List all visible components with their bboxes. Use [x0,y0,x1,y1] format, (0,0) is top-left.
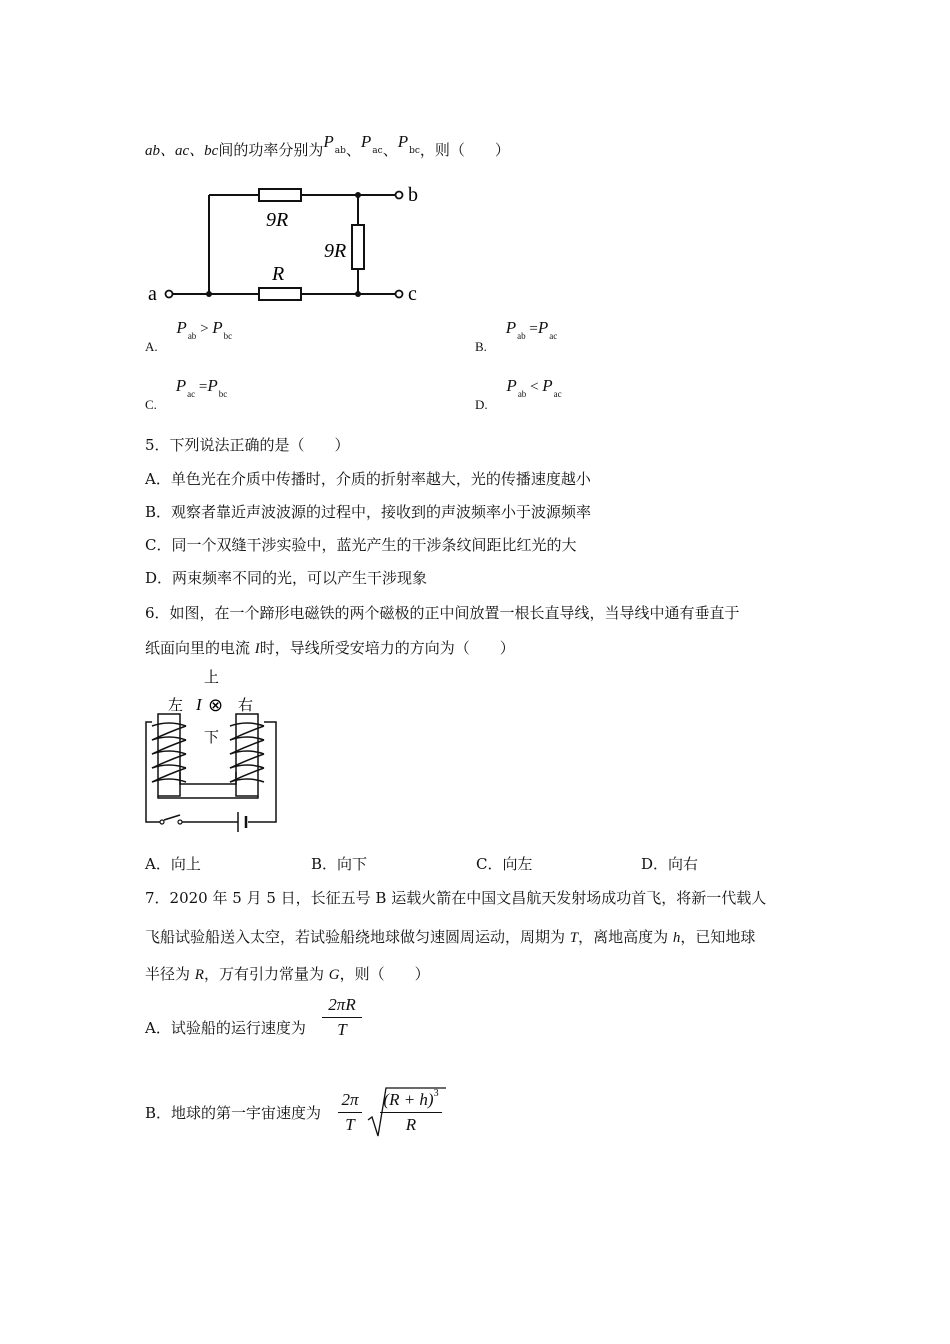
label-up: 上 [204,670,220,686]
terminal-c [396,291,403,298]
label-left: 左 [168,698,184,714]
q4-stem: ab、ac、bc间的功率分别为$P_{ab}$、$P_{ac}$、$P_{bc}$，则（ ） [145,132,510,159]
q5-option-d: D．两束频率不同的光，可以产生干涉现象 [145,569,428,587]
label-9r-right: 9R [324,240,347,262]
q6-option-d: D．向右 [641,855,699,873]
label-b: b [408,184,418,206]
label-current: I [196,695,202,714]
q5-stem: 5．下列说法正确的是（ ） [145,436,350,454]
q7-stem-line2: 飞船试验船送入太空，若试验船绕地球做匀速圆周运动，周期为 T，离地高度为 h，已知地球 [145,928,756,946]
q7-option-b-radicand: $(R + h)^3$ R [380,1090,442,1135]
q4-stem-mid: 间的功率分别为 [218,141,324,159]
q4-stem-end: ，则（ ） [419,141,510,159]
q4-p-ac: $P_{ac}$ [360,132,383,156]
q4-option-d: D. $P_{ab} < P_{ac}$ [475,376,562,412]
q5-option-a: A．单色光在介质中传播时，介质的折射率越大，光的传播速度越小 [145,470,591,488]
q7-option-a: A．试验船的运行速度为 [145,1019,306,1037]
q6-option-c: C．向左 [476,855,533,873]
q7-option-a-fraction: 2πR T [322,995,362,1040]
q4-p-bc: $P_{bc}$ [397,132,420,156]
label-right: 右 [238,698,254,714]
label-a: a [148,283,157,305]
resistor-9r-right [352,225,364,269]
q4-circuit-diagram [140,180,440,310]
resistor-9r-top [259,189,301,201]
q6-stem-line2: 纸面向里的电流 I时，导线所受安培力的方向为（ ） [145,639,515,657]
terminal-a [166,291,173,298]
q7-option-b: B．地球的第一宇宙速度为 [145,1104,322,1122]
q4-option-b: B. $P_{ab} =P_{ac}$ [475,318,558,354]
q7-stem-line1: 7．2020 年 5 月 5 日，长征五号 B 运载火箭在中国文昌航天发射场成功首飞，将新一代载人 [145,889,767,907]
q4-stem-pre: ab、ac、bc [145,143,219,159]
q6-option-b: B．向下 [311,855,368,873]
terminal-b [396,192,403,199]
q7-option-b-fraction: 2π T [338,1090,362,1135]
label-9r-top: 9R [266,209,289,231]
q4-option-c: C. $P_{ac} =P_{bc}$ [145,376,228,412]
q6-option-a: A．向上 [145,855,201,873]
q5-option-b: B．观察者靠近声波波源的过程中，接收到的声波频率小于波源频率 [145,503,592,521]
label-c: c [408,283,417,305]
current-into-page-icon: ⊗ [208,695,224,715]
q7-stem-line3: 半径为 R，万有引力常量为 G，则（ ） [145,965,430,983]
q6-electromagnet-diagram [140,662,290,834]
label-down: 下 [204,730,220,746]
resistor-r-bottom [259,288,301,300]
q4-p-ab: $P_{ab}$ [323,132,346,156]
label-r-bottom: R [272,263,285,285]
q4-option-a: A. $P_{ab} > P_{bc}$ [145,318,233,354]
q6-stem-line1: 6．如图，在一个蹄形电磁铁的两个磁极的正中间放置一根长直导线，当导线中通有垂直于 [145,604,740,622]
q5-option-c: C．同一个双缝干涉实验中，蓝光产生的干涉条纹间距比红光的大 [145,536,577,554]
